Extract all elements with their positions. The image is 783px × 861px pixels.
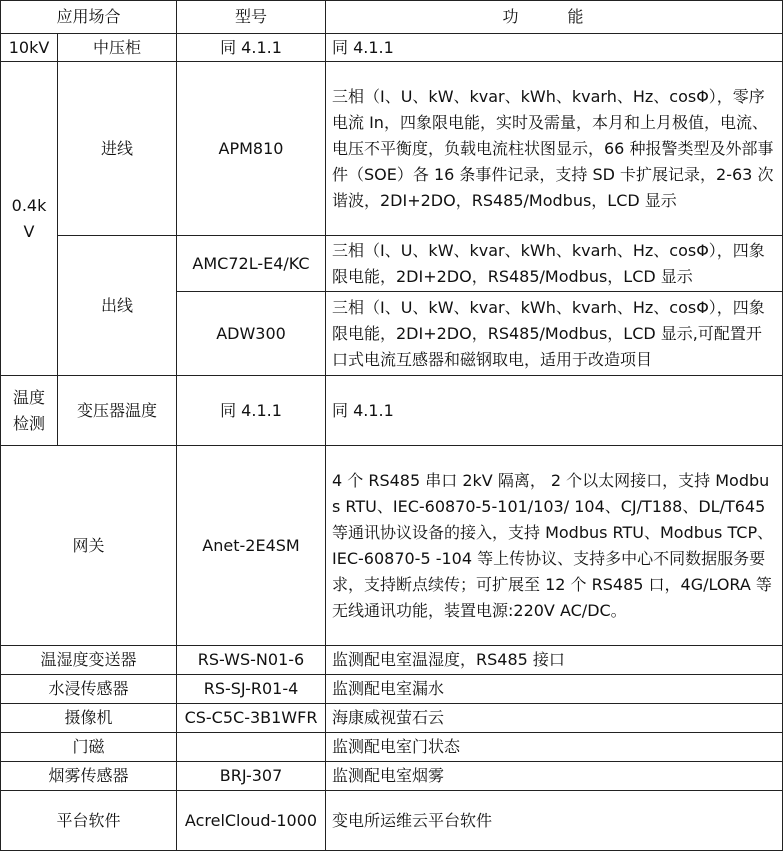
function-smoke: 监测配电室烟雾 [326, 762, 783, 791]
category-10kv: 10kV [1, 34, 58, 62]
model-smoke: BRJ-307 [177, 762, 326, 791]
function-water: 监测配电室漏水 [326, 675, 783, 704]
model-amc72l: AMC72L-E4/KC [177, 236, 326, 292]
model-th-sensor: RS-WS-N01-6 [177, 646, 326, 675]
function-platform: 变电所运维云平台软件 [326, 791, 783, 851]
function-amc72l: 三相（I、U、kW、kvar、kWh、kvarh、Hz、cosΦ），四象限电能，2DI+2DO，RS485/Modbus，LCD 显示 [326, 236, 783, 292]
sub-incoming: 进线 [58, 62, 177, 236]
function-gateway: 4 个 RS485 串口 2kV 隔离， 2 个以太网接口，支持 Modbus RTU、IEC-60870-5-101/103/ 104、CJ/T188、DL/T645 等通讯协议设备的接入，支持 Modbus RTU、Modbus TCP、IEC-60870-5 -104 等上传协议、支持多中心不同数据服务要求，支持断点续传；可扩展至 12 个 RS485 口，4G/LORA 等无线通讯功能，装置电源:220V AC/DC。 [326, 446, 783, 646]
model-platform: AcrelCloud-1000 [177, 791, 326, 851]
sub-transformer-temp: 变压器温度 [58, 376, 177, 446]
name-door: 门磁 [1, 733, 177, 762]
header-function: 功 能 [326, 1, 783, 34]
name-camera: 摄像机 [1, 704, 177, 733]
function-apm810: 三相（I、U、kW、kvar、kWh、kvarh、Hz、cosΦ），零序电流 In，四象限电能，实时及需量，本月和上月极值，电流、电压不平衡度，负载电流柱状图显示，66 种报警类型及外部事件（SOE）各 16 条事件记录，支持 SD 卡扩展记录，2-63 次谐波，2DI+2DO，RS485/Modbus，LCD 显示 [326, 62, 783, 236]
model-gateway: Anet-2E4SM [177, 446, 326, 646]
model-mv: 同 4.1.1 [177, 34, 326, 62]
table-row-mv [1, 34, 783, 62]
category-temp: 温度检测 [1, 376, 58, 446]
table-row-smoke [1, 762, 783, 791]
table-row-camera [1, 704, 783, 733]
model-temp: 同 4.1.1 [177, 376, 326, 446]
table-row-th-sensor [1, 646, 783, 675]
function-adw300: 三相（I、U、kW、kvar、kWh、kvarh、Hz、cosΦ），四象限电能，2DI+2DO，RS485/Modbus，LCD 显示,可配置开口式电流互感器和磁钢取电，适用于改造项目 [326, 292, 783, 376]
table-header-row [1, 1, 783, 34]
function-camera: 海康威视萤石云 [326, 704, 783, 733]
name-th-sensor: 温湿度变送器 [1, 646, 177, 675]
name-platform: 平台软件 [1, 791, 177, 851]
table-row-outgoing-1 [1, 236, 783, 292]
model-apm810: APM810 [177, 62, 326, 236]
function-temp: 同 4.1.1 [326, 376, 783, 446]
name-smoke: 烟雾传感器 [1, 762, 177, 791]
name-water: 水浸传感器 [1, 675, 177, 704]
function-th-sensor: 监测配电室温湿度，RS485 接口 [326, 646, 783, 675]
table-row-platform [1, 791, 783, 851]
header-model: 型号 [177, 1, 326, 34]
table-row-door [1, 733, 783, 762]
model-water: RS-SJ-R01-4 [177, 675, 326, 704]
model-adw300: ADW300 [177, 292, 326, 376]
sub-mv-cabinet: 中压柜 [58, 34, 177, 62]
table-row-incoming [1, 62, 783, 236]
header-scenario: 应用场合 [1, 1, 177, 34]
model-camera: CS-C5C-3B1WFR [177, 704, 326, 733]
model-door [177, 733, 326, 762]
category-0-4kv: 0.4k V [1, 62, 58, 376]
table-row-temp [1, 376, 783, 446]
function-door: 监测配电室门状态 [326, 733, 783, 762]
name-gateway: 网关 [1, 446, 177, 646]
table-row-water [1, 675, 783, 704]
sub-outgoing: 出线 [58, 236, 177, 376]
function-mv: 同 4.1.1 [326, 34, 783, 62]
table-row-gateway [1, 446, 783, 646]
